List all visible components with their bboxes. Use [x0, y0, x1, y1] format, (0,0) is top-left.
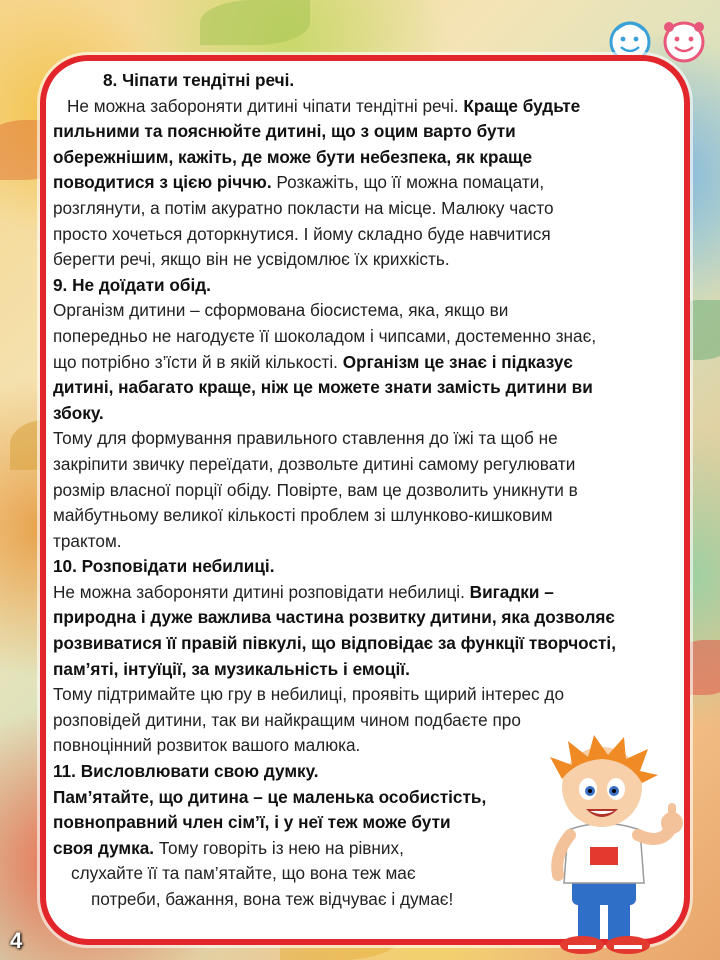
text-run: Тому говоріть із нею на рівних, — [154, 837, 404, 858]
text-line — [53, 298, 693, 324]
text-line — [53, 605, 693, 631]
bold-text: природна і дуже важлива частина розвитку дитини, яка дозволяє — [53, 607, 615, 628]
text-run: потреби, бажання, вона теж відчуває і думає! — [91, 889, 454, 909]
page-number: 4 — [10, 928, 23, 953]
section-body — [53, 298, 693, 554]
text-run: майбутньому великої кількості проблем зі шлунково-кишковим — [53, 505, 553, 526]
text-run: слухайте її та пам’ятайте, що вона теж має — [71, 863, 416, 884]
text-run: Не можна забороняти дитині чіпати тендітні речі. — [67, 95, 464, 116]
text-run: Розкажіть, що її можна помацати, — [271, 172, 545, 193]
text-line — [53, 222, 693, 248]
text-line — [53, 631, 693, 657]
text-run: берегти речі, якщо він не усвідомлює їх крихкість. — [53, 249, 450, 270]
text-line — [53, 708, 693, 734]
bold-text: своя думка. — [53, 837, 155, 858]
text-run: просто хочеться доторкнутися. І йому складно буде навчитися — [53, 223, 551, 244]
text-line — [53, 247, 693, 273]
bold-text: обережнішим, кажіть, де може бути небезпека, як краще — [53, 146, 533, 167]
bold-text: збоку. — [53, 402, 104, 423]
text-line — [53, 452, 693, 478]
text-run: що потрібно з’їсти й в якій кількості. — [53, 351, 343, 372]
text-line — [53, 401, 693, 427]
text-run: попередньо не нагодуєте її шоколадом і чипсами, достеменно знає, — [53, 325, 597, 346]
text-line — [53, 682, 693, 708]
text-run: Організм дитини – сформована біосистема, яка, якщо ви — [53, 300, 509, 321]
text-run: повноцінний розвиток вашого малюка. — [53, 735, 361, 756]
text-line — [53, 350, 693, 376]
text-line — [53, 196, 693, 222]
text-run: Тому підтримайте цю гру в небилиці, проявіть щирий інтерес до — [53, 684, 565, 705]
text-run: розмір власної порції обіду. Повірте, вам це дозволить уникнути в — [53, 479, 578, 500]
text-run: трактом. — [53, 530, 122, 551]
cartoon-boy-thumbs-up — [520, 735, 690, 960]
text-line — [53, 119, 693, 145]
text-line — [53, 324, 693, 350]
section-heading: 9. Не доїдати обід. — [53, 274, 211, 295]
bold-text: повноправний член сім’ї, і у неї теж може бути — [53, 812, 451, 833]
bold-text: пильними та пояснюйте дитині, що з оцим варто бути — [53, 121, 516, 142]
text-line — [53, 426, 693, 452]
bold-text: поводитися з цією річчю. — [53, 172, 272, 193]
text-run: Тому для формування правильного ставлення до їжі та щоб не — [53, 428, 558, 449]
text-line — [53, 478, 693, 504]
text-line — [53, 94, 693, 120]
text-line — [53, 580, 693, 606]
section-heading: 11. Висловлювати свою думку. — [53, 761, 319, 782]
text-line — [53, 170, 693, 196]
section-body — [53, 580, 693, 759]
bold-text: Вигадки – — [469, 581, 554, 602]
text-line — [53, 529, 693, 555]
bold-text: дитині, набагато краще, ніж це можете знати замість дитини ви — [53, 377, 593, 398]
text-line — [53, 657, 693, 683]
background-leaf — [200, 0, 310, 45]
text-line — [53, 503, 693, 529]
text-run: закріпити звичку переїдати, дозвольте дитині самому регулювати — [53, 453, 576, 474]
text-run: розповідей дитини, так ви найкращим чином подбаєте про — [53, 709, 521, 730]
section-body — [53, 94, 693, 273]
bold-text: Організм це знає і підказує — [342, 351, 573, 372]
text-run: Не можна забороняти дитині розповідати небилиці. — [53, 581, 470, 602]
bold-text: розвиватися її правій півкулі, що відповідає за функції творчості, — [53, 633, 616, 654]
section-heading: 10. Розповідати небилиці. — [53, 556, 275, 577]
section-heading: 8. Чіпати тендітні речі. — [103, 70, 295, 90]
bold-text: Пам’ятайте, що дитина – це маленька особистість, — [53, 786, 487, 807]
text-line — [53, 145, 693, 171]
text-run: розглянути, а потім акуратно покласти на місце. Малюку часто — [53, 197, 554, 218]
bold-text: Краще будьте — [463, 95, 581, 116]
text-line — [53, 375, 693, 401]
bold-text: пам’яті, інтуїції, за музикальність і емоції. — [53, 658, 410, 679]
